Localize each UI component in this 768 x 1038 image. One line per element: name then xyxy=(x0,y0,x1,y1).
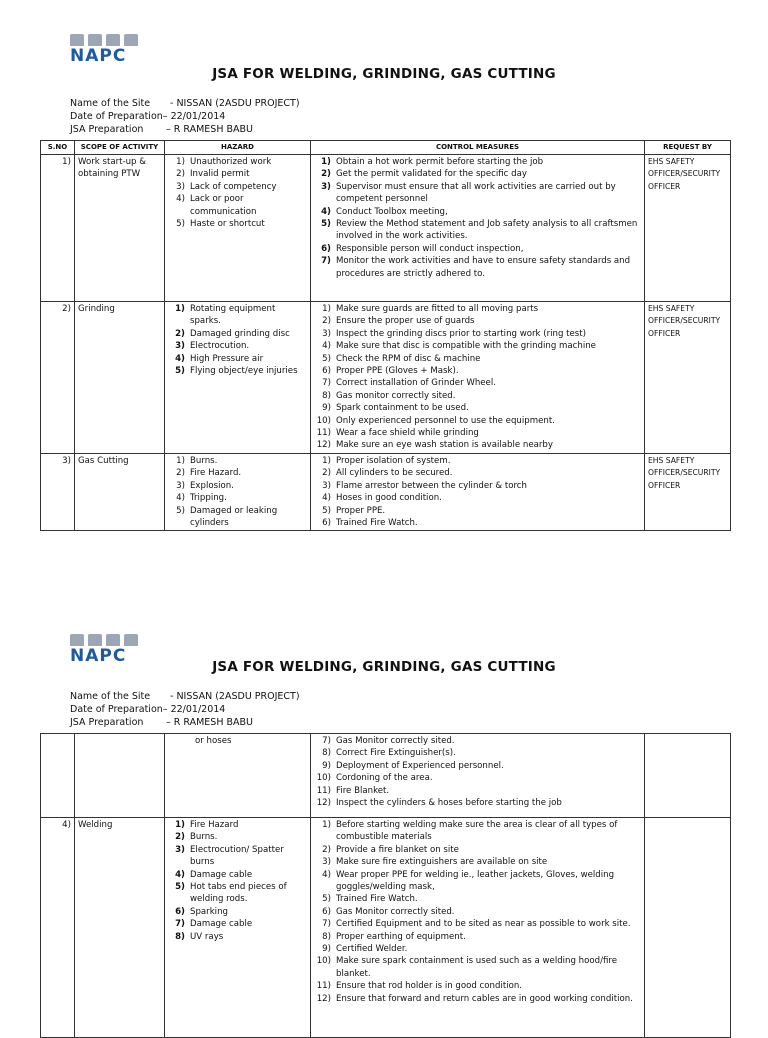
item-text: Haste or shortcut xyxy=(190,219,265,230)
logo-text: NAPC xyxy=(70,646,127,666)
item-text: Invalid permit xyxy=(190,169,250,180)
item-text: Inspect the grinding discs prior to starting work (ring test) xyxy=(336,328,586,339)
control-cell xyxy=(311,453,645,530)
item-text: Make sure an eye wash station is available nearby xyxy=(336,440,553,451)
item-text: Gas Monitor correctly sited. xyxy=(336,906,455,917)
item-text: Gas monitor correctly sited. xyxy=(336,390,456,401)
item-number: 10) xyxy=(316,956,331,967)
list-item xyxy=(314,467,641,479)
list-item xyxy=(168,918,307,930)
item-number: 8) xyxy=(322,931,331,942)
list-item xyxy=(314,377,641,389)
list-item xyxy=(168,328,307,340)
logo-text: NAPC xyxy=(70,46,127,66)
item-text: Get the permit validated for the specific day xyxy=(336,169,527,180)
request-by: EHS SAFETY OFFICER/SECURITY OFFICER xyxy=(645,453,731,530)
item-text: Damage cable xyxy=(190,919,253,930)
request-by xyxy=(645,734,731,818)
item-text: Explosion. xyxy=(190,480,234,491)
item-number: 1) xyxy=(176,455,185,466)
item-text: Trained Fire Watch. xyxy=(336,894,418,905)
list-item xyxy=(168,492,307,504)
row-sno: 3) xyxy=(41,453,75,530)
item-text: Correct installation of Grinder Wheel. xyxy=(336,378,496,389)
list-item xyxy=(314,869,641,894)
list-item xyxy=(314,943,641,955)
item-number: 4) xyxy=(322,341,331,352)
item-text: Wear a face shield while grinding xyxy=(336,428,479,439)
list-item xyxy=(314,303,641,315)
item-text: Certified Equipment and to be sited as near as possible to work site. xyxy=(336,919,631,930)
page-title: JSA FOR WELDING, GRINDING, GAS CUTTING xyxy=(212,66,556,82)
row-scope: Welding xyxy=(75,818,165,1038)
list-item xyxy=(314,427,641,439)
item-number: 12) xyxy=(316,440,331,451)
hazard-cell xyxy=(165,734,311,818)
item-text: Ensure that forward and return cables are in good working condition. xyxy=(336,993,633,1004)
list-item xyxy=(314,918,641,930)
list-item xyxy=(168,480,307,492)
logo-mark-icon xyxy=(70,634,150,646)
list-item xyxy=(314,390,641,402)
list-item xyxy=(168,156,307,168)
list-item xyxy=(168,906,307,918)
item-text: All cylinders to be secured. xyxy=(336,468,453,479)
list-item xyxy=(314,517,641,529)
hazard-cell xyxy=(165,155,311,302)
item-text: Ensure that rod holder is in good condition. xyxy=(336,981,523,992)
item-text: Lack of competency xyxy=(190,181,277,192)
prep-value: – R RAMESH BABU xyxy=(166,717,253,728)
item-text: Inspect the cylinders & hoses before starting the job xyxy=(336,798,562,809)
item-text: Deployment of Experienced personnel. xyxy=(336,760,504,771)
item-text: Make sure fire extinguishers are available on site xyxy=(336,857,548,868)
item-number: 5) xyxy=(175,366,185,377)
item-text: Hoses in good condition. xyxy=(336,493,442,504)
item-number: 12) xyxy=(316,993,331,1004)
list-item xyxy=(168,869,307,881)
list-item xyxy=(168,218,307,230)
list-item xyxy=(168,365,307,377)
list-item xyxy=(314,168,641,180)
list-item xyxy=(314,760,641,772)
request-by: EHS SAFETY OFFICER/SECURITY OFFICER xyxy=(645,155,731,302)
item-text: Flying object/eye injuries xyxy=(190,366,298,377)
item-text: Conduct Toolbox meeting, xyxy=(336,206,448,217)
list-item xyxy=(314,747,641,759)
list-item xyxy=(314,893,641,905)
list-item xyxy=(314,353,641,365)
col-scope: SCOPE OF ACTIVITY xyxy=(75,141,165,155)
item-text: Make sure guards are fitted to all moving parts xyxy=(336,304,539,314)
list-item xyxy=(314,340,641,352)
row-sno: 1) xyxy=(41,155,75,302)
list-item xyxy=(314,931,641,943)
item-number: 10) xyxy=(316,773,331,784)
item-number: 3) xyxy=(176,480,185,491)
item-number: 5) xyxy=(175,882,185,893)
list-item xyxy=(168,193,307,218)
item-number: 5) xyxy=(322,505,331,516)
item-text: Make sure that disc is compatible with the grinding machine xyxy=(336,341,596,352)
item-text: Monitor the work activities and have to ensure safety standards and procedures are strictly adhered to. xyxy=(336,256,631,279)
item-number: 3) xyxy=(322,328,331,339)
row-sno xyxy=(41,734,75,818)
item-number: 4) xyxy=(322,869,331,880)
prep-value: – R RAMESH BABU xyxy=(166,124,253,135)
list-item xyxy=(168,844,307,869)
item-number: 2) xyxy=(322,468,331,479)
item-number: 4) xyxy=(176,493,185,504)
item-text: Ensure the proper use of guards xyxy=(336,316,475,327)
item-text: Spark containment to be used. xyxy=(336,403,469,414)
site-value: - NISSAN (2ASDU PROJECT) xyxy=(170,691,300,702)
item-text: Make sure spark containment is used such as a welding hood/fire blanket. xyxy=(336,956,618,979)
list-item xyxy=(168,505,307,530)
control-cell xyxy=(311,155,645,302)
item-number: 3) xyxy=(322,857,331,868)
item-text: Wear proper PPE for welding ie., leather jackets, Gloves, welding goggles/welding mask, xyxy=(336,869,615,893)
item-text: Cordoning of the area. xyxy=(336,773,433,784)
list-item xyxy=(168,340,307,352)
jsa-table-page-1 xyxy=(40,140,731,531)
item-number: 2) xyxy=(321,169,331,180)
site-value: - NISSAN (2ASDU PROJECT) xyxy=(170,98,300,109)
table-row xyxy=(41,302,731,454)
item-text: Tripping. xyxy=(190,493,227,504)
item-number: 6) xyxy=(322,517,331,528)
table-row xyxy=(41,155,731,302)
item-text: Unauthorized work xyxy=(190,157,272,167)
item-number: 6) xyxy=(322,906,331,917)
table-row xyxy=(41,453,731,530)
list-item xyxy=(314,315,641,327)
jsa-table-page-2 xyxy=(40,733,731,1038)
item-text: Before starting welding make sure the area is clear of all types of combustible materials xyxy=(336,820,618,843)
list-item xyxy=(168,168,307,180)
item-text: Burns. xyxy=(190,455,218,466)
item-number: 2) xyxy=(322,844,331,855)
item-text: Responsible person will conduct inspection, xyxy=(336,243,524,254)
list-item xyxy=(168,931,307,943)
list-item xyxy=(314,218,641,243)
item-number: 2) xyxy=(322,316,331,327)
item-text: Proper isolation of system. xyxy=(336,455,451,466)
item-text: UV rays xyxy=(190,931,224,942)
date-label: Date of Preparation xyxy=(70,704,163,715)
list-item xyxy=(314,328,641,340)
hazard-cell xyxy=(165,818,311,1038)
date-value: – 22/01/2014 xyxy=(162,704,226,715)
list-item xyxy=(168,303,307,328)
item-number: 5) xyxy=(322,894,331,905)
item-text: Correct Fire Extinguisher(s). xyxy=(336,748,456,759)
item-number: 4) xyxy=(175,869,185,880)
item-number: 1) xyxy=(175,304,185,314)
item-number: 10) xyxy=(316,415,331,426)
item-text: Damaged grinding disc xyxy=(190,328,290,339)
date-label: Date of Preparation xyxy=(70,111,163,122)
item-text: Electrocution. xyxy=(190,341,250,352)
list-item xyxy=(314,906,641,918)
item-number: 6) xyxy=(175,906,185,917)
item-text: Rotating equipment sparks. xyxy=(190,304,276,327)
page-gap xyxy=(0,580,768,600)
item-number: 7) xyxy=(321,256,331,267)
list-item xyxy=(314,156,641,168)
item-number: 9) xyxy=(322,760,331,771)
item-number: 1) xyxy=(321,157,331,167)
control-cell xyxy=(311,734,645,818)
list-item xyxy=(168,831,307,843)
item-number: 8) xyxy=(175,931,185,942)
list-item xyxy=(314,243,641,255)
col-request-by: REQUEST BY xyxy=(645,141,731,155)
item-text: Supervisor must ensure that all work activities are carried out by competent personnel xyxy=(336,181,616,205)
item-text: Flame arrestor between the cylinder & torch xyxy=(336,480,527,491)
item-text: Only experienced personnel to use the equipment. xyxy=(336,415,555,426)
item-number: 4) xyxy=(175,353,185,364)
row-scope xyxy=(75,734,165,818)
table-row xyxy=(41,734,731,818)
item-number: 1) xyxy=(175,820,185,830)
item-number: 2) xyxy=(175,832,185,843)
item-number: 4) xyxy=(176,194,185,205)
item-number: 6) xyxy=(321,243,331,254)
list-item xyxy=(314,505,641,517)
item-text: Provide a fire blanket on site xyxy=(336,844,459,855)
item-text: Damaged or leaking cylinders xyxy=(190,505,278,528)
list-item xyxy=(314,480,641,492)
list-item xyxy=(168,467,307,479)
list-item xyxy=(314,819,641,844)
hazard-cell xyxy=(165,302,311,454)
item-number: 1) xyxy=(176,157,185,167)
item-number: 4) xyxy=(321,206,331,217)
row-sno: 4) xyxy=(41,818,75,1038)
list-item xyxy=(314,181,641,206)
control-cell xyxy=(311,302,645,454)
list-item xyxy=(168,181,307,193)
item-number: 11) xyxy=(316,785,331,796)
list-item xyxy=(314,455,641,467)
item-text: Gas Monitor correctly sited. xyxy=(336,736,455,746)
item-number: 1) xyxy=(322,455,331,466)
item-number: 7) xyxy=(322,736,331,746)
item-text: Sparking xyxy=(190,906,228,917)
row-scope: Grinding xyxy=(75,302,165,454)
col-hazard: HAZARD xyxy=(165,141,311,155)
item-text: Trained Fire Watch. xyxy=(336,517,418,528)
list-item xyxy=(314,365,641,377)
prep-label: JSA Preparation xyxy=(70,124,144,135)
list-item xyxy=(168,455,307,467)
item-number: 4) xyxy=(322,493,331,504)
item-number: 3) xyxy=(322,480,331,491)
item-text: Check the RPM of disc & machine xyxy=(336,353,481,364)
col-sno: S.NO xyxy=(41,141,75,155)
list-item xyxy=(314,402,641,414)
item-number: 7) xyxy=(175,919,185,930)
item-text: Proper PPE (Gloves + Mask). xyxy=(336,366,459,377)
date-value: – 22/01/2014 xyxy=(162,111,226,122)
document-meta xyxy=(70,97,300,136)
row-scope: Work start-up & obtaining PTW xyxy=(75,155,165,302)
napc-logo xyxy=(70,34,150,68)
list-item xyxy=(314,785,641,797)
hazard-cell xyxy=(165,453,311,530)
list-item xyxy=(314,955,641,980)
item-number: 2) xyxy=(176,468,185,479)
item-text: Damage cable xyxy=(190,869,253,880)
item-number: 6) xyxy=(322,366,331,377)
item-text: Lack or poor communication xyxy=(190,194,257,217)
document-page-2 xyxy=(0,600,768,1024)
item-number: 2) xyxy=(175,328,185,339)
item-number: 11) xyxy=(316,428,331,439)
list-item xyxy=(314,415,641,427)
table-row xyxy=(41,818,731,1038)
item-text: Obtain a hot work permit before starting the job xyxy=(336,157,544,167)
item-number: 8) xyxy=(322,390,331,401)
item-text: High Pressure air xyxy=(190,353,264,364)
prep-label: JSA Preparation xyxy=(70,717,144,728)
list-item xyxy=(314,772,641,784)
table-header-row xyxy=(41,141,731,155)
item-text: Fire Hazard. xyxy=(190,468,242,479)
item-number: 5) xyxy=(321,219,331,230)
hazard-continued: or hoses xyxy=(195,736,232,746)
item-number: 2) xyxy=(176,169,185,180)
request-by xyxy=(645,818,731,1038)
list-item xyxy=(168,353,307,365)
list-item xyxy=(314,206,641,218)
item-number: 5) xyxy=(176,505,185,516)
site-label: Name of the Site xyxy=(70,98,151,109)
request-by: EHS SAFETY OFFICER/SECURITY OFFICER xyxy=(645,302,731,454)
list-item xyxy=(314,735,641,747)
item-number: 1) xyxy=(322,304,331,314)
page-title: JSA FOR WELDING, GRINDING, GAS CUTTING xyxy=(212,659,556,675)
item-number: 3) xyxy=(175,341,185,352)
item-text: Electrocution/ Spatter burns xyxy=(190,844,284,868)
list-item xyxy=(314,844,641,856)
item-number: 8) xyxy=(322,748,331,759)
item-number: 9) xyxy=(322,944,331,955)
item-text: Burns. xyxy=(190,832,218,843)
site-label: Name of the Site xyxy=(70,691,151,702)
item-number: 3) xyxy=(176,181,185,192)
item-number: 7) xyxy=(322,919,331,930)
row-scope: Gas Cutting xyxy=(75,453,165,530)
control-cell xyxy=(311,818,645,1038)
item-text: Hot tabs end pieces of welding rods. xyxy=(190,882,287,905)
list-item xyxy=(314,797,641,809)
list-item xyxy=(314,492,641,504)
item-text: Review the Method statement and Job safety analysis to all craftsmen involved in the work activities. xyxy=(336,219,638,242)
item-number: 3) xyxy=(321,181,331,192)
item-number: 11) xyxy=(316,981,331,992)
item-number: 1) xyxy=(322,820,331,830)
list-item xyxy=(168,881,307,906)
logo-mark-icon xyxy=(70,34,150,46)
list-item xyxy=(314,980,641,992)
list-item xyxy=(314,993,641,1005)
list-item xyxy=(314,255,641,280)
item-number: 12) xyxy=(316,798,331,809)
item-number: 3) xyxy=(175,844,185,855)
list-item xyxy=(314,439,641,451)
col-control-measures: CONTROL MEASURES xyxy=(311,141,645,155)
item-number: 9) xyxy=(322,403,331,414)
row-sno: 2) xyxy=(41,302,75,454)
item-text: Proper earthing of equipment. xyxy=(336,931,466,942)
document-meta xyxy=(70,690,300,729)
item-text: Fire Blanket. xyxy=(336,785,390,796)
item-text: Fire Hazard xyxy=(190,820,239,830)
item-text: Certified Welder. xyxy=(336,944,408,955)
list-item xyxy=(168,819,307,831)
item-number: 7) xyxy=(322,378,331,389)
item-number: 5) xyxy=(322,353,331,364)
item-text: Proper PPE. xyxy=(336,505,386,516)
item-number: 5) xyxy=(176,219,185,230)
list-item xyxy=(314,856,641,868)
